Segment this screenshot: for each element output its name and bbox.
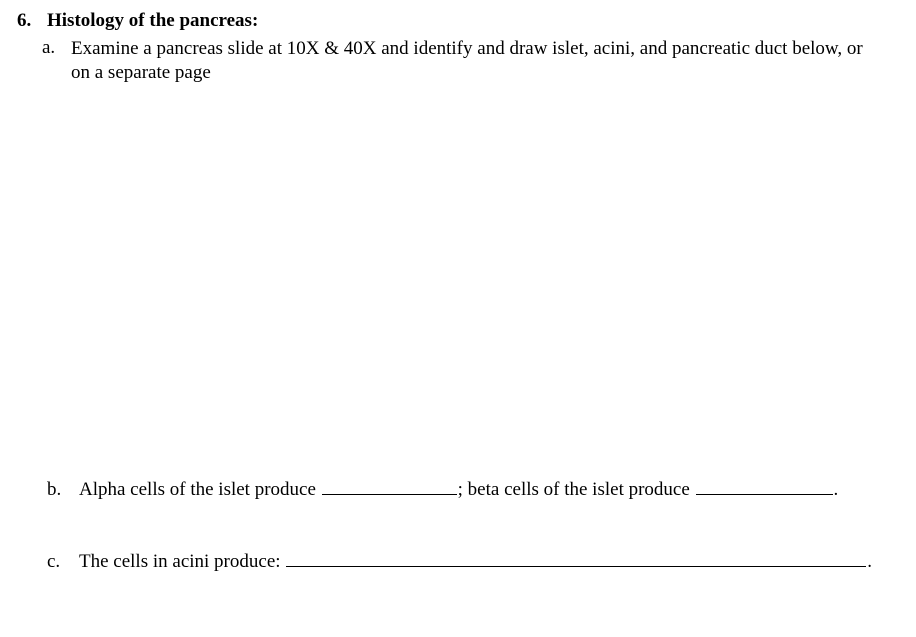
item-c-letter: c. xyxy=(47,551,61,572)
item-a-letter: a. xyxy=(42,37,56,58)
item-b-end: . xyxy=(833,479,839,500)
item-b-question xyxy=(47,476,838,501)
acini-product-answer-blank[interactable] xyxy=(286,548,866,567)
item-b-letter: b. xyxy=(47,479,62,500)
item-a-instructions: Examine a pancreas slide at 10X & 40X and identify and draw islet, acini, and pancreatic duct below, or on a separate page xyxy=(71,38,863,83)
beta-cells-answer-blank[interactable] xyxy=(696,476,833,495)
item-c-text: The cells in acini produce: xyxy=(79,551,281,572)
section-title: Histology of the pancreas: xyxy=(47,10,259,31)
drawing-area[interactable] xyxy=(71,95,891,455)
section-number: 6. xyxy=(17,10,32,31)
item-b-text-part2: ; beta cells of the islet produce xyxy=(457,479,690,500)
item-c-end: . xyxy=(867,551,873,572)
alpha-cells-answer-blank[interactable] xyxy=(322,476,457,495)
item-c-question xyxy=(47,548,872,573)
section-heading xyxy=(17,10,258,32)
item-b-text-part1: Alpha cells of the islet produce xyxy=(79,479,316,500)
